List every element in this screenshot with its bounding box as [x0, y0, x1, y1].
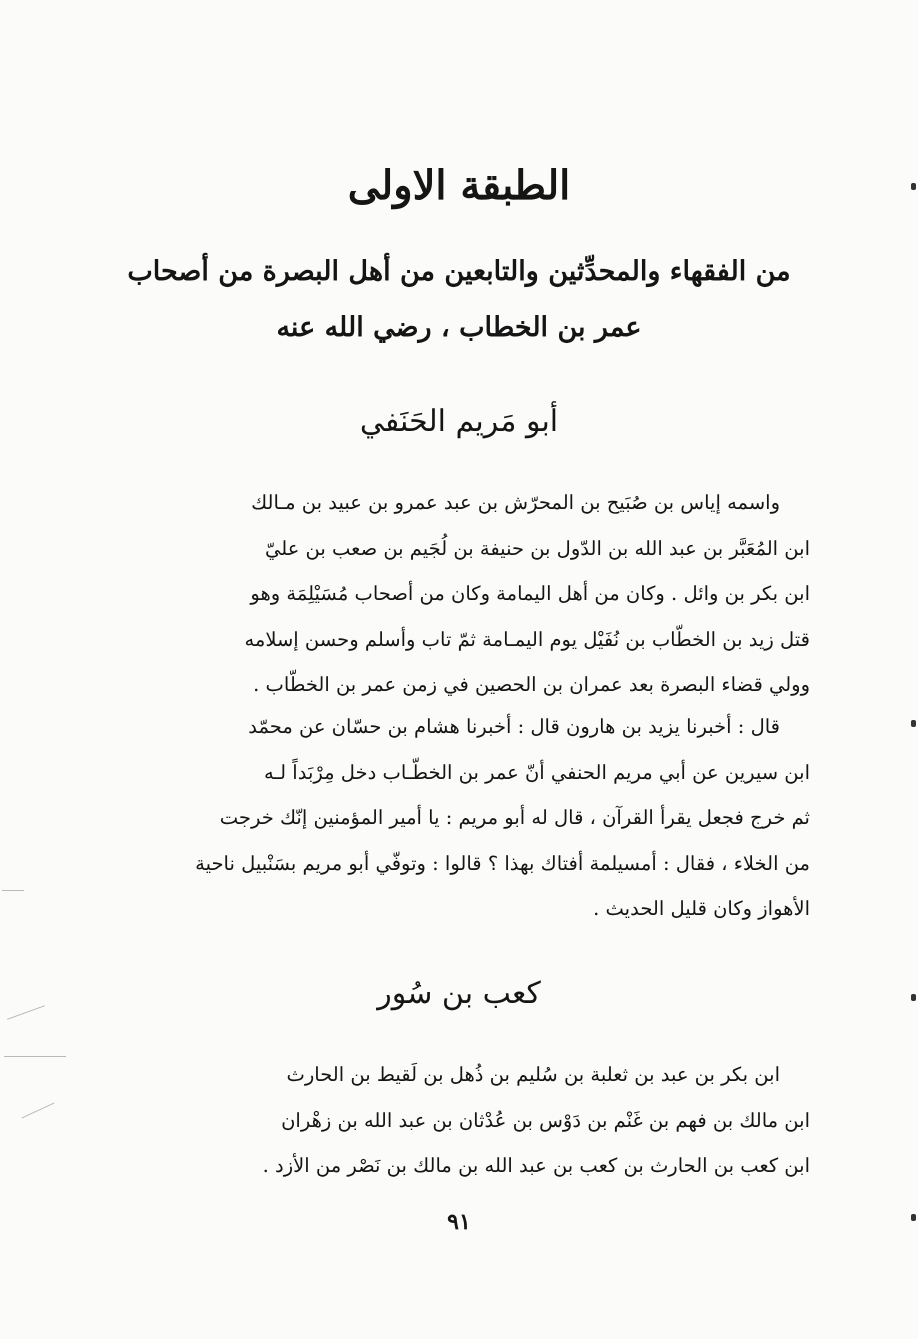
text-line: من الخلاء ، فقال : أمسيلمة أفتاك بهذا ؟ قالوا : وتوفّي أبو مريم بسَنْبيل ناحية	[195, 851, 810, 875]
scan-mark	[4, 1056, 66, 1057]
text-line: ابن بكر بن وائل . وكان من أهل اليمامة وكان من أصحاب مُسَيْلِمَة وهو	[250, 582, 810, 605]
scan-mark	[21, 1102, 54, 1118]
scan-dot	[911, 183, 916, 190]
text-line: ابن بكر بن عبد بن ثعلبة بن سُليم بن ذُهل بن لَقيط بن الحارث	[286, 1063, 780, 1086]
scan-mark	[7, 1005, 45, 1020]
subtitle-line-1: من الفقهاء والمحدِّثين والتابعين من أهل البصرة من أصحاب	[127, 256, 791, 287]
biography-paragraph	[105, 480, 810, 708]
text-line: قتل زيد بن الخطّاب بن نُفَيْل يوم اليمـامة ثمّ تاب وأسلم وحسن إسلامه	[244, 627, 810, 651]
scan-dot	[911, 720, 916, 727]
section-title: الطبقة الاولى	[347, 162, 571, 209]
text-line: ابن المُعَبَّر بن عبد الله بن الدّول بن حنيفة بن لُجَيم بن صعب بن عليّ	[265, 536, 810, 560]
text-line: ابن سيرين عن أبي مريم الحنفي أنّ عمر بن الخطّـاب دخل مِرْبَداً لـه	[264, 760, 810, 784]
scan-mark	[2, 890, 24, 891]
lineage-paragraph	[105, 1052, 810, 1189]
narration-paragraph	[105, 704, 810, 932]
entry-heading-abu-maryam: أبو مَريم الحَنَفي	[359, 404, 559, 439]
text-line: وولي قضاء البصرة بعد عمران بن الحصين في زمن عمر بن الخطّاب .	[253, 673, 810, 696]
scan-dot	[911, 1214, 916, 1221]
entry-heading-kaab-ibn-sur: كعب بن سُور	[377, 976, 541, 1011]
text-line: ابن كعب بن الحارث بن كعب بن عبد الله بن مالك بن نَصْر من الأزد .	[262, 1154, 810, 1177]
text-line: ابن مالك بن فهم بن غَنْم بن دَوْس بن عُدْثان بن عبد الله بن زهْران	[281, 1108, 810, 1132]
text-line: واسمه إياس بن صُبَيح بن المحرّش بن عبد عمرو بن عبيد بن مـالك	[251, 491, 780, 514]
text-line: ثم خرج فجعل يقرأ القرآن ، قال له أبو مريم : يا أمير المؤمنين إنّك خرجت	[219, 806, 810, 829]
page-number: ٩١	[447, 1209, 471, 1235]
subtitle-line-2: عمر بن الخطاب ، رضي الله عنه	[276, 312, 642, 343]
scan-dot	[911, 994, 916, 1001]
text-line: قال : أخبرنا يزيد بن هارون قال : أخبرنا هشام بن حسّان عن محمّد	[248, 715, 780, 738]
text-line: الأهواز وكان قليل الحديث .	[593, 897, 810, 920]
